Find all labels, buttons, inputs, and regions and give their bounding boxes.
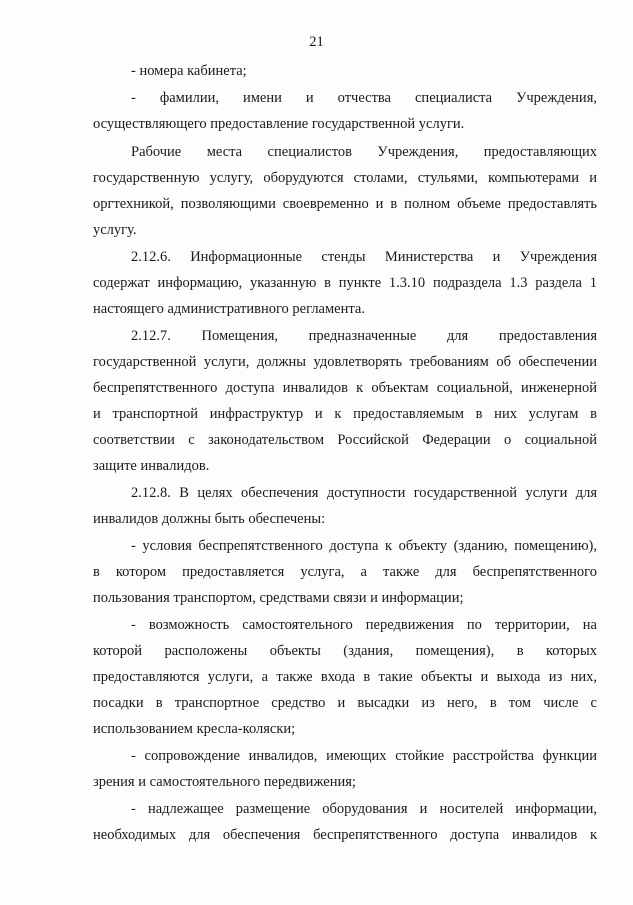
text-line: - надлежащее размещение оборудования и носителей информации, [131,801,597,817]
text-line: оргтехникой, позволяющими своевременно и в полном объеме предоставлять [93,196,597,212]
text-line: посадки в транспортное средство и высадки из него, в том числе с [93,695,597,711]
text-line: беспрепятственного доступа инвалидов к объектам социальной, инженерной [93,380,597,396]
text-line: соответствии с законодательством Российской Федерации о социальной [93,432,597,448]
text-line: и транспортной инфраструктур и к предоставляемым в них услугам в [93,406,597,422]
text-line: 2.12.6. Информационные стенды Министерства и Учреждения [131,249,597,265]
text-line: в котором предоставляется услуга, а также для беспрепятственного [93,564,597,580]
text-line: защите инвалидов. [93,458,210,474]
text-line: - номера кабинета; [131,63,247,79]
text-line: государственной услуги, должны удовлетворять требованиям об обеспечении [93,354,597,370]
text-line: необходимых для обеспечения беспрепятственного доступа инвалидов к [93,827,597,843]
text-line: зрения и самостоятельного передвижения; [93,774,356,790]
page-number: 21 [309,34,324,50]
text-line: которой расположены объекты (здания, помещения), в которых [93,643,597,659]
text-line: осуществляющего предоставление государственной услуги. [93,116,465,132]
text-line: инвалидов должны быть обеспечены: [93,511,326,527]
text-line: содержат информацию, указанную в пункте 1.3.10 подраздела 1.3 раздела 1 [93,275,597,291]
text-line: 2.12.7. Помещения, предназначенные для предоставления [131,328,597,344]
text-line: - фамилии, имени и отчества специалиста Учреждения, [131,90,597,106]
text-line: предоставляются услуги, а также входа в такие объекты и выхода из них, [93,669,597,685]
text-line: настоящего административного регламента. [93,301,365,317]
text-line: государственную услугу, оборудуются столами, стульями, компьютерами и [93,170,597,186]
text-line: - возможность самостоятельного передвижения по территории, на [131,617,597,633]
text-line: использованием кресла-коляски; [93,721,296,737]
text-line: - условия беспрепятственного доступа к объекту (зданию, помещению), [131,538,597,554]
text-line: пользования транспортом, средствами связи и информации; [93,590,464,606]
text-line: 2.12.8. В целях обеспечения доступности государственной услуги для [131,485,597,501]
text-line: Рабочие места специалистов Учреждения, предоставляющих [131,144,597,160]
text-line: - сопровождение инвалидов, имеющих стойкие расстройства функции [131,748,597,764]
text-line: услугу. [93,222,137,238]
